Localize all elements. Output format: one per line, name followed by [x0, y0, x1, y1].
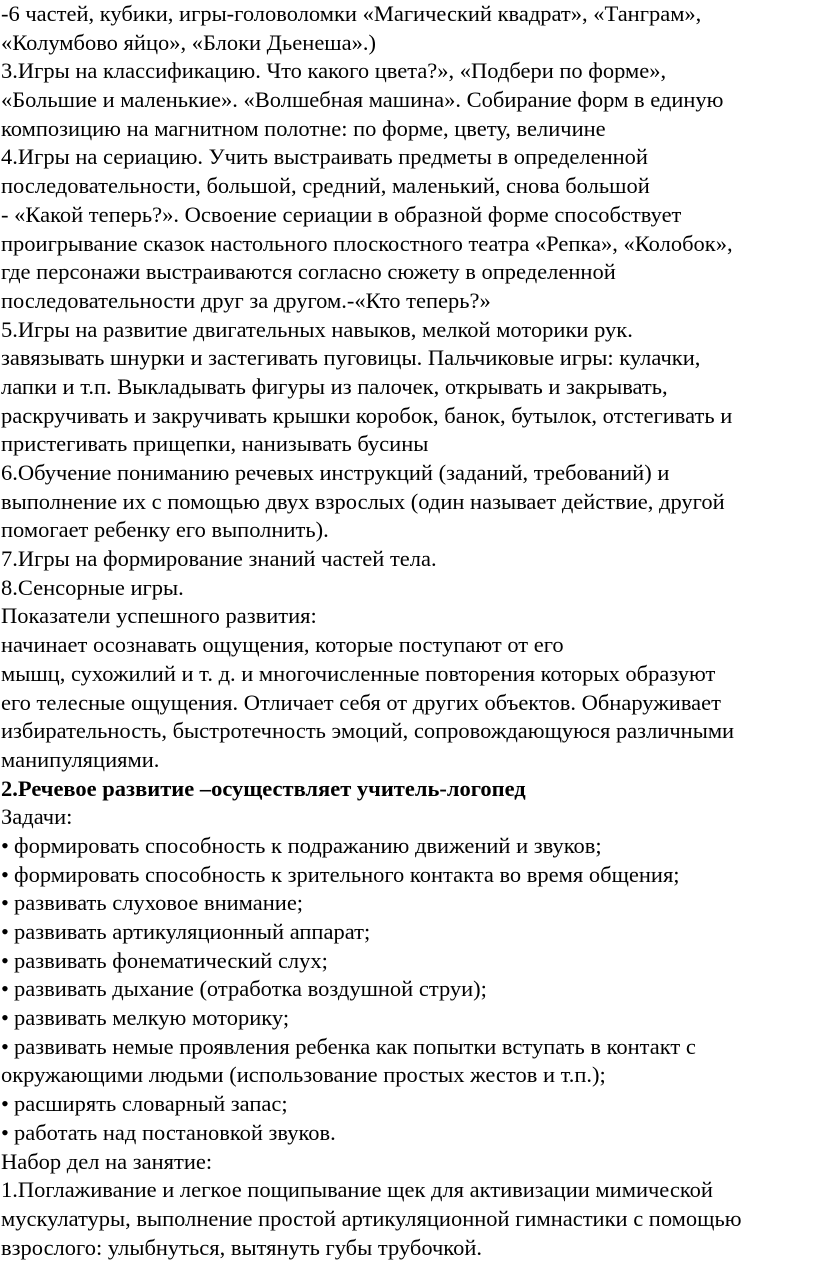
text-line: лапки и т.п. Выкладывать фигуры из палочек, открывать и закрывать,: [1, 373, 668, 399]
text-line: «Колумбово яйцо», «Блоки Дьенеша».): [1, 29, 376, 55]
bullet-icon: •: [1, 1005, 9, 1031]
bullet-text: формировать способность к зрительного контакта во время общения;: [14, 861, 680, 887]
bullet-icon: •: [1, 919, 9, 944]
text-line: 5.Игры на развитие двигательных навыков, мелкой моторики рук.: [1, 316, 633, 342]
bullet-text: развивать мелкую моторику;: [14, 1005, 290, 1031]
document-page: [1, 0, 813, 1262]
text-line: 7.Игры на формирование знаний частей тела.: [1, 546, 437, 572]
bullet-text: формировать способность к подражанию движений и звуков;: [14, 832, 602, 858]
bullet-item: [1, 918, 813, 947]
text-line: последовательности друг за другом.-«Кто теперь?»: [1, 287, 491, 313]
text-line: проигрывание сказок настольного плоскостного театра «Репка», «Колобок»,: [1, 230, 733, 256]
bullet-text: развивать фонематический слух;: [14, 947, 328, 973]
bullet-item: [1, 1004, 813, 1033]
bullet-text: развивать слуховое внимание;: [14, 890, 304, 916]
bullet-item: [1, 1090, 813, 1119]
bullet-text: расширять словарный запас;: [14, 1091, 288, 1117]
text-line: -6 частей, кубики, игры-головоломки «Магический квадрат», «Танграм»,: [1, 1, 702, 26]
text-line: «Большие и маленькие». «Волшебная машина». Собирание форм в единую: [1, 87, 724, 113]
bullet-continuation: окружающими людьми (использование простых жестов и т.п.);: [1, 1062, 606, 1088]
text-line: где персонажи выстраиваются согласно сюжету в определенной: [1, 259, 616, 285]
text-line: 4.Игры на сериацию. Учить выстраивать предметы в определенной: [1, 144, 648, 170]
section-heading: 2.Речевое развитие –осуществляет учитель-логопед: [1, 775, 526, 801]
text-line: помогает ребенку его выполнить).: [1, 517, 329, 543]
text-line: пристегивать прищепки, нанизывать бусины: [1, 431, 429, 457]
bullet-text: развивать немые проявления ребенка как попытки вступать в контакт с: [14, 1033, 696, 1059]
bullet-text: развивать дыхание (отработка воздушной струи);: [14, 976, 487, 1002]
lesson-line: мускулатуры, выполнение простой артикуляционной гимнастики с помощью: [1, 1205, 742, 1231]
text-line: выполнение их с помощью двух взрослых (один называет действие, другой: [1, 488, 725, 514]
bullet-icon: •: [1, 976, 9, 1002]
bullet-item: [1, 1119, 813, 1148]
bullet-item: [1, 861, 813, 890]
bullet-icon: •: [1, 861, 9, 887]
bullet-icon: •: [1, 890, 9, 916]
bullet-icon: •: [1, 1091, 9, 1117]
bullet-item: [1, 832, 813, 861]
text-line: начинает осознавать ощущения, которые поступают от его: [1, 632, 564, 658]
bullet-text: работать над постановкой звуков.: [14, 1119, 336, 1145]
text-line: завязывать шнурки и застегивать пуговицы. Пальчиковые игры: кулачки,: [1, 345, 701, 371]
bullet-item: [1, 889, 813, 918]
text-line: 3.Игры на классификацию. Что какого цвета?», «Подбери по форме»,: [1, 58, 667, 84]
text-line: раскручивать и закручивать крышки коробок, банок, бутылок, отстегивать и: [1, 402, 733, 428]
bullet-icon: •: [1, 1033, 9, 1059]
bullet-icon: •: [1, 947, 9, 973]
bullet-item: [1, 975, 813, 1004]
bullet-item: [1, 1033, 813, 1062]
text-line: его телесные ощущения. Отличает себя от других объектов. Обнаруживает: [1, 689, 721, 715]
lesson-line: 1.Поглаживание и легкое пощипывание щек для активизации мимической: [1, 1177, 713, 1203]
bullet-item: [1, 947, 813, 976]
text-line: последовательности, большой, средний, маленький, снова большой: [1, 173, 650, 199]
tasks-label: Задачи:: [1, 804, 73, 830]
text-line: манипуляциями.: [1, 746, 160, 772]
bullet-text: развивать артикуляционный аппарат;: [14, 919, 371, 944]
lesson-line: взрослого: улыбнуться, вытянуть губы трубочкой.: [1, 1234, 483, 1260]
bullet-icon: •: [1, 1119, 9, 1145]
bullet-icon: •: [1, 832, 9, 858]
text-line: композицию на магнитном полотне: по форме, цвету, величине: [1, 115, 606, 141]
text-line: - «Какой теперь?». Освоение сериации в образной форме способствует: [1, 201, 682, 227]
text-line: Показатели успешного развития:: [1, 603, 317, 629]
text-line: 8.Сенсорные игры.: [1, 574, 184, 600]
text-line: мышц, сухожилий и т. д. и многочисленные повторения которых образуют: [1, 660, 716, 686]
text-line: избирательность, быстротечность эмоций, сопровождающуюся различными: [1, 718, 735, 744]
lesson-label: Набор дел на занятие:: [1, 1148, 213, 1174]
text-line: 6.Обучение пониманию речевых инструкций (заданий, требований) и: [1, 460, 670, 485]
